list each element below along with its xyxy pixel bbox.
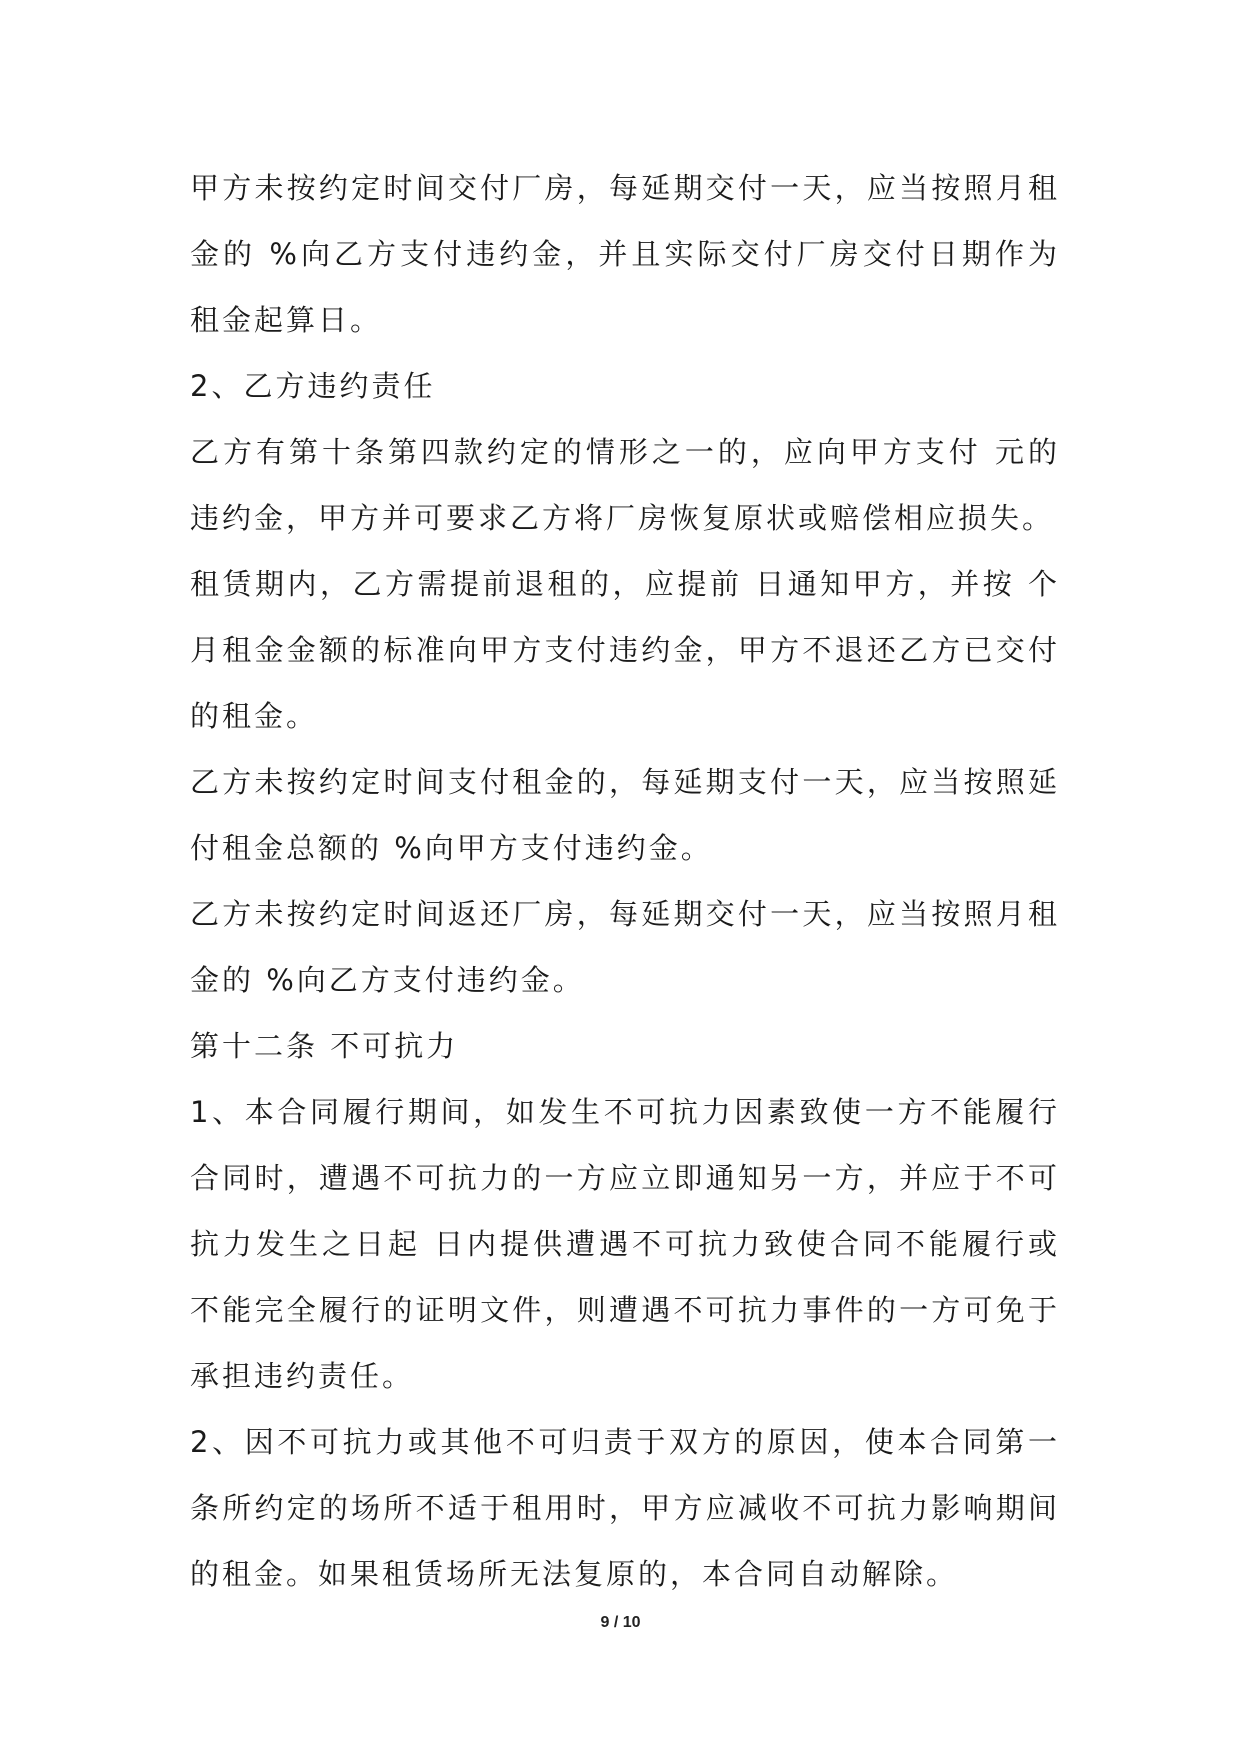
paragraph-force-majeure-notice: 1、本合同履行期间，如发生不可抗力因素致使一方不能履行合同时，遭遇不可抗力的一方应立即通知另一方，并应于不可抗力发生之日起 日内提供遭遇不可抗力致使合同不能履行或不能完全履行的证明文件，则遭遇不可抗力事件的一方可免于承担违约责任。 [190, 1095, 1060, 1393]
heading-tenant-liability: 2、乙方违约责任 [190, 369, 436, 403]
paragraph-landlord-delay-penalty: 甲方未按约定时间交付厂房，每延期交付一天，应当按照月租金的 %向乙方支付违约金，并且实际交付厂房交付日期作为租金起算日。 [190, 171, 1060, 337]
paragraph-force-majeure-rent-reduction: 2、因不可抗力或其他不可归责于双方的原因，使本合同第一条所约定的场所不适于租用时，甲方应减收不可抗力影响期间的租金。如果租赁场所无法复原的，本合同自动解除。 [190, 1425, 1060, 1591]
page-number: 9 / 10 [600, 1614, 641, 1631]
document-body [190, 155, 1060, 1607]
paragraph-late-rent-penalty: 乙方未按约定时间支付租金的，每延期支付一天，应当按照延付租金总额的 %向甲方支付违约金。 [190, 765, 1060, 865]
paragraph-tenant-breach-penalty: 乙方有第十条第四款约定的情形之一的，应向甲方支付 元的违约金，甲方并可要求乙方将厂房恢复原状或赔偿相应损失。 [190, 435, 1060, 535]
paragraph-late-return-penalty: 乙方未按约定时间返还厂房，每延期交付一天，应当按照月租金的 %向乙方支付违约金。 [190, 897, 1060, 997]
paragraph-early-termination: 租赁期内，乙方需提前退租的，应提前 日通知甲方，并按 个月租金金额的标准向甲方支付违约金，甲方不退还乙方已交付的租金。 [190, 567, 1060, 733]
heading-article-12-force-majeure: 第十二条 不可抗力 [190, 1029, 459, 1063]
